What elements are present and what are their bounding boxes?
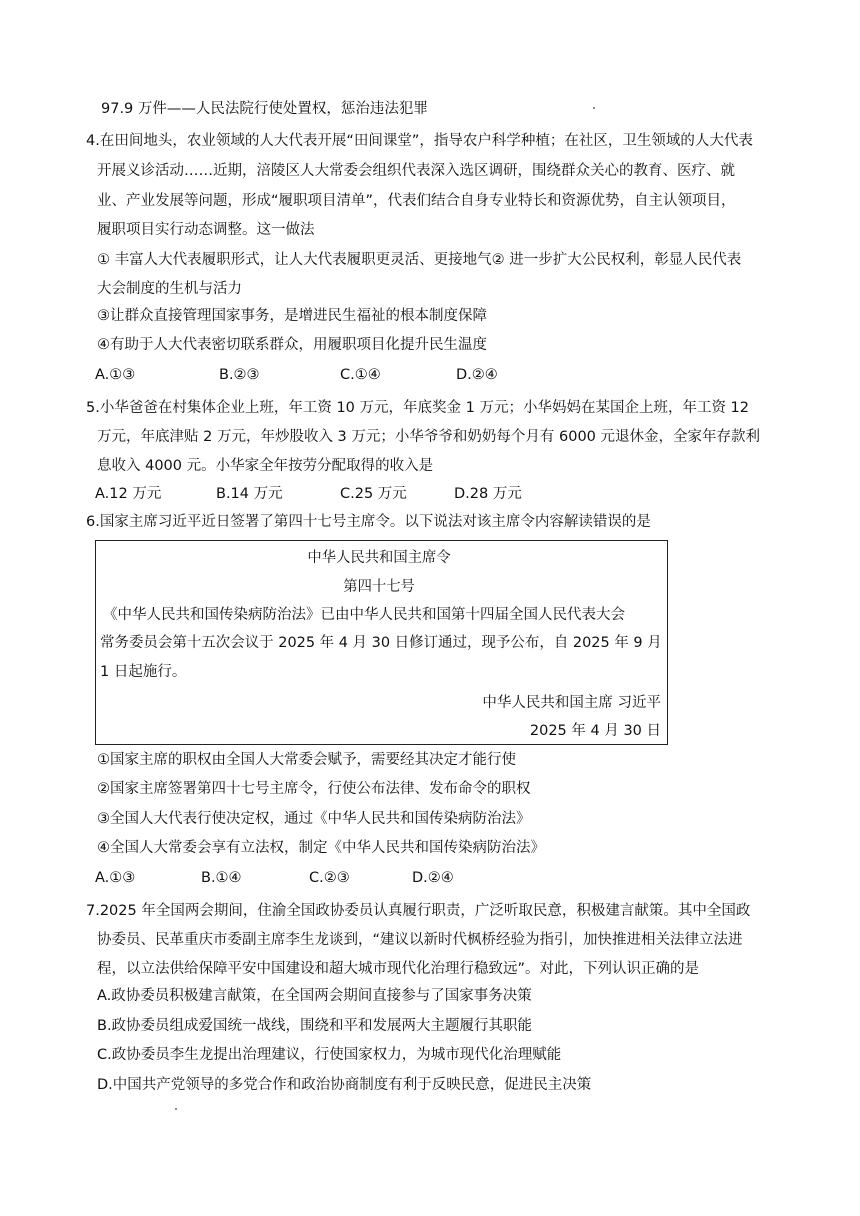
q4-statement: 大会制度的生机与活力	[97, 281, 242, 297]
q4-stem-line: 业、产业发展等问题，形成“履职项目清单”，代表们结合自身专业特长和资源优势，自主认领项目，	[97, 193, 736, 209]
q5-stem-line: 万元，年底津贴 2 万元，年炒股收入 3 万元；小华爷爷和奶奶每个月有 6000 元退休金，全家年存款利	[97, 429, 761, 445]
q5-option-a[interactable]: A.12 万元	[95, 486, 162, 502]
q6-statement: ④全国人大常委会享有立法权，制定《中华人民共和国传染病防治法》	[97, 840, 545, 856]
q4-stem-line: 4.在田间地头，农业领域的人大代表开展“田间课堂”，指导农户科学种植；在社区，卫生领域的人大代表	[86, 133, 753, 149]
q6-option-d[interactable]: D.②④	[412, 870, 454, 886]
q5-stem-line: 息收入 4000 元。小华家全年按劳分配取得的收入是	[97, 458, 434, 474]
q7-stem-line: 程，以立法供给保障平安中国建设和超大城市现代化治理行稳致远”。对此，下列认识正确的是	[97, 961, 700, 977]
scan-dot	[175, 1108, 177, 1110]
q4-statement: ① 丰富人大代表履职形式，让人大代表履职更灵活、更接地气② 进一步扩大公民权利，彰显人民代表	[97, 252, 742, 268]
q4-stem-line: 开展义诊活动……近期，涪陵区人大常委会组织代表深入选区调研，围绕群众关心的教育、医疗、就	[97, 163, 735, 179]
order-date: 2025 年 4 月 30 日	[529, 723, 661, 739]
q4-option-b[interactable]: B.②③	[219, 367, 260, 383]
q4-statement: ③让群众直接管理国家事务，是增进民生福祉的根本制度保障	[97, 308, 487, 324]
q6-option-b[interactable]: B.①④	[201, 870, 242, 886]
q6-option-c[interactable]: C.②③	[309, 870, 350, 886]
order-number: 第四十七号	[343, 579, 415, 595]
order-signature: 中华人民共和国主席 习近平	[482, 695, 661, 711]
q7-option-a[interactable]: A.政协委员积极建言献策，在全国两会期间直接参与了国家事务决策	[97, 988, 532, 1004]
q6-statement: ②国家主席签署第四十七号主席令，行使公布法律、发布命令的职权	[97, 781, 531, 797]
q6-option-a[interactable]: A.①③	[95, 870, 136, 886]
q6-statement: ①国家主席的职权由全国人大常委会赋予，需要经其决定才能行使	[97, 752, 516, 768]
order-body-line: 1 日起施行。	[100, 664, 187, 680]
q4-option-a[interactable]: A.①③	[95, 367, 136, 383]
presidential-order-box	[95, 540, 668, 745]
order-body-line: 常务委员会第十五次会议于 2025 年 4 月 30 日修订通过，现予公布，自 2025 年 9 月	[100, 635, 662, 651]
scan-dot	[593, 107, 595, 109]
q4-option-d[interactable]: D.②④	[456, 367, 498, 383]
q7-stem-line: 7.2025 年全国两会期间，住渝全国政协委员认真履行职责，广泛听取民意，积极建言献策。其中全国政	[86, 903, 751, 919]
order-title: 中华人民共和国主席令	[307, 550, 451, 566]
q7-stem-line: 协委员、民革重庆市委副主席李生龙谈到，“建议以新时代枫桥经验为指引，加快推进相关法律立法进	[97, 932, 743, 948]
q4-statement: ④有助于人大代表密切联系群众，用履职项目化提升民生温度	[97, 337, 487, 353]
order-body-line: 《中华人民共和国传染病防治法》已由中华人民共和国第十四届全国人民代表大会	[103, 607, 625, 623]
q4-option-c[interactable]: C.①④	[340, 367, 381, 383]
q6-stem: 6.国家主席习近平近日签署了第四十七号主席令。以下说法对该主席令内容解读错误的是	[86, 514, 651, 530]
q5-option-b[interactable]: B.14 万元	[216, 486, 283, 502]
q5-stem-line: 5.小华爸爸在村集体企业上班，年工资 10 万元，年底奖金 1 万元；小华妈妈在某国企上班，年工资 12	[86, 400, 750, 416]
q4-stem-line: 履职项目实行动态调整。这一做法	[97, 222, 315, 238]
q7-option-c[interactable]: C.政协委员李生龙提出治理建议，行使国家权力，为城市现代化治理赋能	[97, 1047, 562, 1063]
q5-option-d[interactable]: D.28 万元	[454, 486, 522, 502]
q7-option-d[interactable]: D.中国共产党领导的多党合作和政治协商制度有利于反映民意，促进民主决策	[97, 1077, 592, 1093]
q6-statement: ③全国人大代表行使决定权，通过《中华人民共和国传染病防治法》	[97, 811, 531, 827]
q3-option-continuation: 97.9 万件——人民法院行使处置权，惩治违法犯罪	[101, 101, 428, 117]
q5-option-c[interactable]: C.25 万元	[340, 486, 407, 502]
q7-option-b[interactable]: B.政协委员组成爱国统一战线，围绕和平和发展两大主题履行其职能	[97, 1018, 533, 1034]
